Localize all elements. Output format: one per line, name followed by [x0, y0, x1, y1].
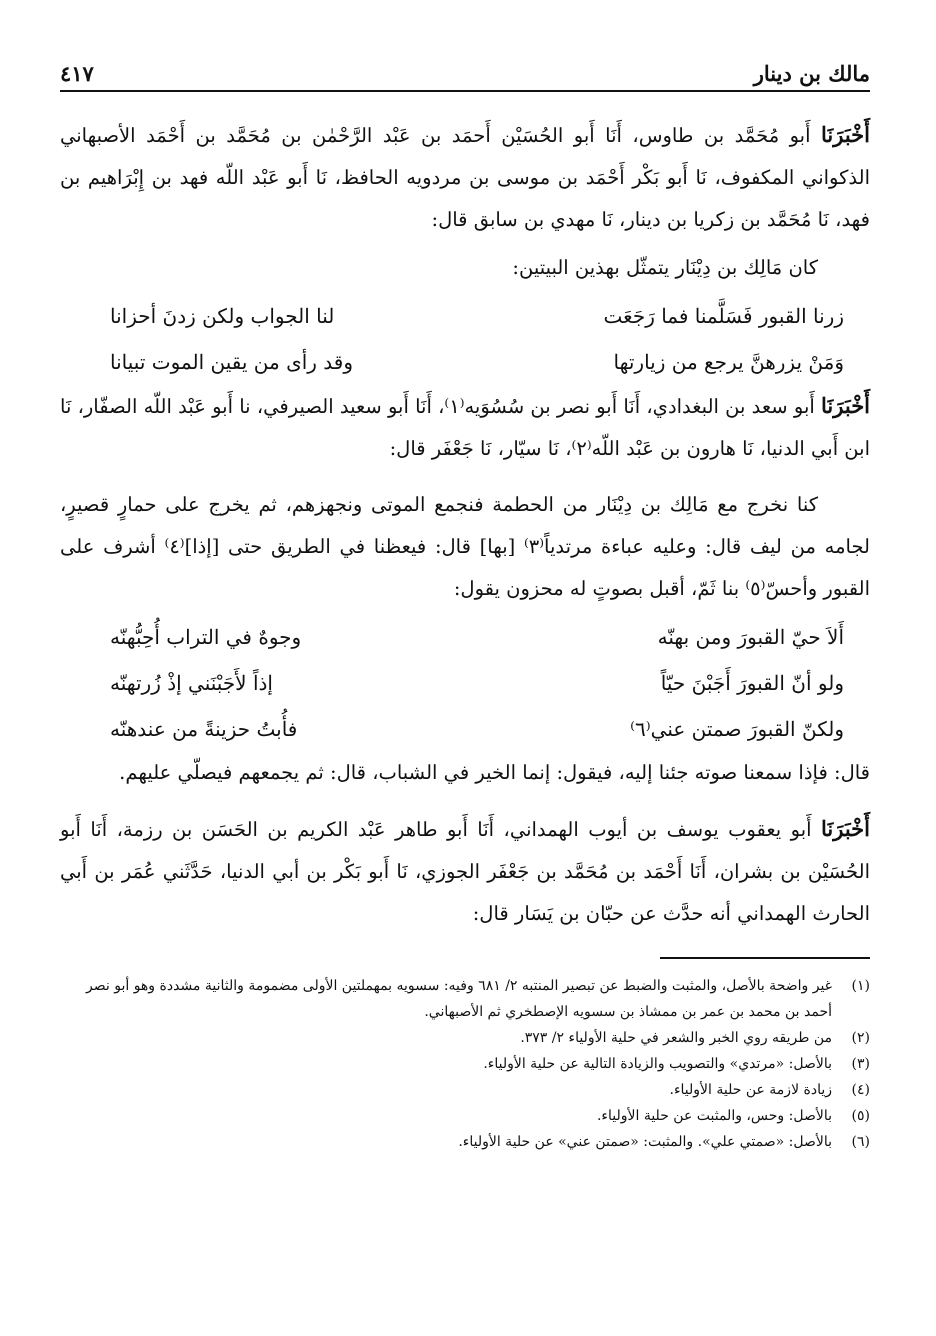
- footnote-number: (٤): [851, 1082, 870, 1098]
- footnote-number: (٥): [851, 1108, 870, 1124]
- verse-second-hemistich: وقد رأى من يقين الموت تبيانا: [110, 350, 354, 374]
- footnote-2: [60, 1025, 870, 1051]
- spacer: [60, 470, 870, 484]
- footnote-text: زيادة لازمة عن حلية الأولياء.: [669, 1082, 832, 1098]
- page-header: [60, 50, 870, 92]
- spacer: [60, 794, 870, 808]
- verse-second-hemistich: فأُبتُ حزينةً من عندهنّه: [110, 717, 298, 741]
- paragraph-text: أَبو مُحَمَّد بن طاوس، أَنَا أَبو الحُسَيْن أَحمَد بن عَبْد الرَّحْمٰن بن مُحَمَّد بن أَحْمَد الأصبهاني الذكواني المكفوف، نَا أَبو بَكْر أَحْمَد بن موسى بن مردويه الحافظ، نَا أَبو عَبْد اللّه فهد بن إِبْرَاهيم بن فهد، نَا مُحَمَّد بن زكريا بن دينار، نَا مهدي بن سابق قال:: [60, 124, 870, 231]
- poem-2: [60, 614, 870, 752]
- footnote-number: (٦): [851, 1134, 870, 1150]
- footnote-text: بالأصل: «صمتي علي». والمثبت: «صمتن عني» عن حلية الأولياء.: [458, 1134, 832, 1150]
- verse-second-hemistich: لنا الجواب ولكن زدنَ أحزانا: [110, 304, 335, 328]
- paragraph-keyword: أَخْبَرَنَا: [821, 393, 871, 418]
- paragraph-text: أَبو سعد بن البغدادي، أَنَا أَبو نصر بن سُسُوَيه⁽١⁾، أَنَا أَبو سعيد الصيرفي، نا أَبو عَبْد اللّه الصفّار، نَا ابن أَبي الدنيا، نَا هارون بن عَبْد اللّه⁽٢⁾، نَا سيّار، نَا جَعْفَر قال:: [60, 395, 870, 460]
- book-page: [60, 50, 870, 1155]
- footnote-number: (٣): [851, 1056, 870, 1072]
- verse-intro: كان مَالِك بن دِيْنَار يتمثّل بهذين البيتين:: [512, 256, 818, 279]
- paragraph-5: [60, 808, 870, 935]
- paragraph-2: [60, 385, 870, 470]
- paragraph-text: أَبو يعقوب يوسف بن أيوب الهمداني، أَنَا أَبو طاهر عَبْد الكريم بن الحَسَن بن رزمة، أَنَا أَبو الحُسَيْن بن بشران، أَنَا أَحْمَد بن مُحَمَّد بن جَعْفَر الجوزي، نَا أَبو بَكْر بن أبي الدنيا، حَدَّثَني عُمَر بن أَبي الحارث الهمداني أنه حدَّث عن حبّان بن يَسَار قال:: [60, 818, 870, 925]
- verse-first-hemistich: وَمَنْ يزرهنَّ يرجع من زيارتها: [613, 350, 844, 374]
- paragraph-1: [60, 114, 870, 241]
- poem-1: [60, 293, 870, 385]
- paragraph-keyword: أَخْبَرَنَا: [821, 122, 870, 147]
- footnote-3: [60, 1051, 870, 1077]
- verse-line: [60, 293, 870, 339]
- verse-line: [60, 614, 870, 660]
- verse-first-hemistich: ولكنّ القبورَ صمتن عني⁽٦⁾: [630, 717, 844, 741]
- footnote-5: [60, 1103, 870, 1129]
- footnote-number: (١): [851, 978, 870, 994]
- footnote-number: (٢): [851, 1030, 870, 1046]
- footnote-4: [60, 1077, 870, 1103]
- footnote-text: غير واضحة بالأصل، والمثبت والضبط عن تبصير المنتبه ٢/ ٦٨١ وفيه: سسويه بمهملتين الأولى مضمومة والثانية مشددة وهو أبو نصر أحمد بن محمد بن عمر بن ممشاذ بن سسويه الإصطخري ثم الأصبهاني.: [86, 978, 832, 1020]
- verse-line: [60, 706, 870, 752]
- footnote-text: من طريقه روي الخبر والشعر في حلية الأولياء ٢/ ٣٧٣.: [520, 1030, 832, 1046]
- footnote-6: [60, 1129, 870, 1155]
- footnote-1: [60, 973, 870, 1025]
- verse-line: [60, 660, 870, 706]
- verse-first-hemistich: زرنا القبور فَسَلَّمنا فما رَجَعَت: [603, 304, 844, 328]
- page-number: ٤١٧: [60, 61, 94, 86]
- running-title: مالك بن دينار: [753, 61, 870, 86]
- footnote-text: بالأصل: وحس، والمثبت عن حلية الأولياء.: [596, 1108, 832, 1124]
- footnote-text: بالأصل: «مرتدي» والتصويب والزيادة التالية عن حلية الأولياء.: [483, 1056, 832, 1072]
- verse-line: [60, 339, 870, 385]
- paragraph-keyword: أَخْبَرَنَا: [821, 816, 870, 841]
- paragraph-4: قال: فإذا سمعنا صوته جئنا إليه، فيقول: إنما الخير في الشباب، قال: ثم يجمعهم فيصلّي عليهم.: [119, 761, 870, 784]
- footnotes: [60, 957, 870, 1155]
- verse-second-hemistich: إذاً لأَجَبْنَني إذْ زُرتهنّه: [110, 671, 273, 695]
- paragraph-3: كنا نخرج مع مَالِك بن دِيْنَار من الحطمة فنجمع الموتى ونجهزهم، ثم يخرج على حمارٍ قصيرٍ، لجامه من ليف قال: وعليه عباءة مرتدياً⁽٣⁾ [بها] قال: فيعظنا في الطريق حتى [إذا]⁽٤⁾ أشرف على القبور وأحسّ⁽٥⁾ بنا ثَمّ، أقبل بصوتٍ له محزون يقول:: [60, 493, 870, 600]
- verse-first-hemistich: ولو أنّ القبورَ أَجَبْنَ حيّاً: [660, 671, 844, 695]
- verse-second-hemistich: وجوهٌ في التراب أُحِبُّهنّه: [110, 625, 302, 649]
- footnote-divider: [660, 957, 870, 959]
- main-text: [60, 114, 870, 935]
- verse-first-hemistich: أَلاَ حيّ القبورَ ومن بهنّه: [657, 625, 844, 649]
